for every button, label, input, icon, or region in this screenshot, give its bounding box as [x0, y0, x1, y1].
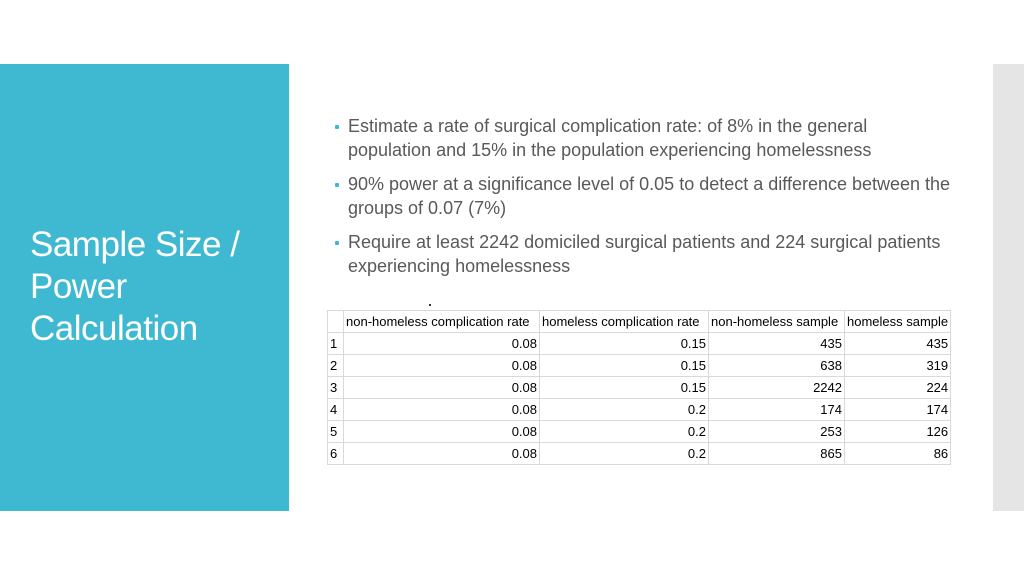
cell-homeless-sample: 224	[845, 377, 951, 399]
cell-homeless-rate: 0.2	[540, 443, 709, 465]
header-homeless-sample: homeless sample	[845, 311, 951, 333]
bullet-item	[334, 231, 954, 278]
row-index: 4	[328, 399, 344, 421]
slide-title: Sample Size / Power Calculation	[30, 225, 240, 348]
table-row	[328, 443, 951, 465]
row-index: 6	[328, 443, 344, 465]
cell-nonhomeless-sample: 174	[709, 399, 845, 421]
cell-nonhomeless-sample: 435	[709, 333, 845, 355]
cell-homeless-sample: 126	[845, 421, 951, 443]
header-nonhomeless-rate: non-homeless complication rate	[344, 311, 540, 333]
cell-nonhomeless-rate: 0.08	[344, 333, 540, 355]
sample-size-table	[327, 310, 951, 465]
table-row	[328, 399, 951, 421]
stray-mark	[429, 304, 431, 306]
bullet-text: Estimate a rate of surgical complication rate: of 8% in the general population and 15% in the population experiencing homelessness	[348, 116, 872, 160]
table-header-row	[328, 311, 951, 333]
bullet-text: 90% power at a significance level of 0.05 to detect a difference between the groups of 0.07 (7%)	[348, 174, 951, 218]
header-nonhomeless-sample: non-homeless sample	[709, 311, 845, 333]
cell-homeless-rate: 0.2	[540, 421, 709, 443]
cell-homeless-sample: 435	[845, 333, 951, 355]
side-scroll-bar	[993, 64, 1024, 511]
table-row	[328, 333, 951, 355]
cell-homeless-rate: 0.15	[540, 377, 709, 399]
cell-homeless-rate: 0.15	[540, 333, 709, 355]
bullet-item	[334, 115, 954, 162]
cell-nonhomeless-sample: 638	[709, 355, 845, 377]
cell-nonhomeless-rate: 0.08	[344, 443, 540, 465]
cell-homeless-rate: 0.15	[540, 355, 709, 377]
cell-nonhomeless-sample: 253	[709, 421, 845, 443]
bullet-item	[334, 173, 954, 220]
table-row	[328, 355, 951, 377]
cell-nonhomeless-rate: 0.08	[344, 355, 540, 377]
cell-nonhomeless-rate: 0.08	[344, 377, 540, 399]
cell-nonhomeless-rate: 0.08	[344, 399, 540, 421]
cell-nonhomeless-sample: 2242	[709, 377, 845, 399]
cell-homeless-rate: 0.2	[540, 399, 709, 421]
row-index: 2	[328, 355, 344, 377]
table-row	[328, 421, 951, 443]
row-index: 1	[328, 333, 344, 355]
table-row	[328, 377, 951, 399]
bullet-list	[334, 115, 954, 289]
header-index	[328, 311, 344, 333]
row-index: 5	[328, 421, 344, 443]
bullet-dot-icon	[335, 183, 339, 187]
cell-homeless-sample: 319	[845, 355, 951, 377]
cell-nonhomeless-sample: 865	[709, 443, 845, 465]
bullet-dot-icon	[335, 125, 339, 129]
bullet-text: Require at least 2242 domiciled surgical patients and 224 surgical patients experiencing homelessness	[348, 232, 941, 276]
header-homeless-rate: homeless complication rate	[540, 311, 709, 333]
cell-homeless-sample: 174	[845, 399, 951, 421]
cell-homeless-sample: 86	[845, 443, 951, 465]
row-index: 3	[328, 377, 344, 399]
bullet-dot-icon	[335, 241, 339, 245]
cell-nonhomeless-rate: 0.08	[344, 421, 540, 443]
